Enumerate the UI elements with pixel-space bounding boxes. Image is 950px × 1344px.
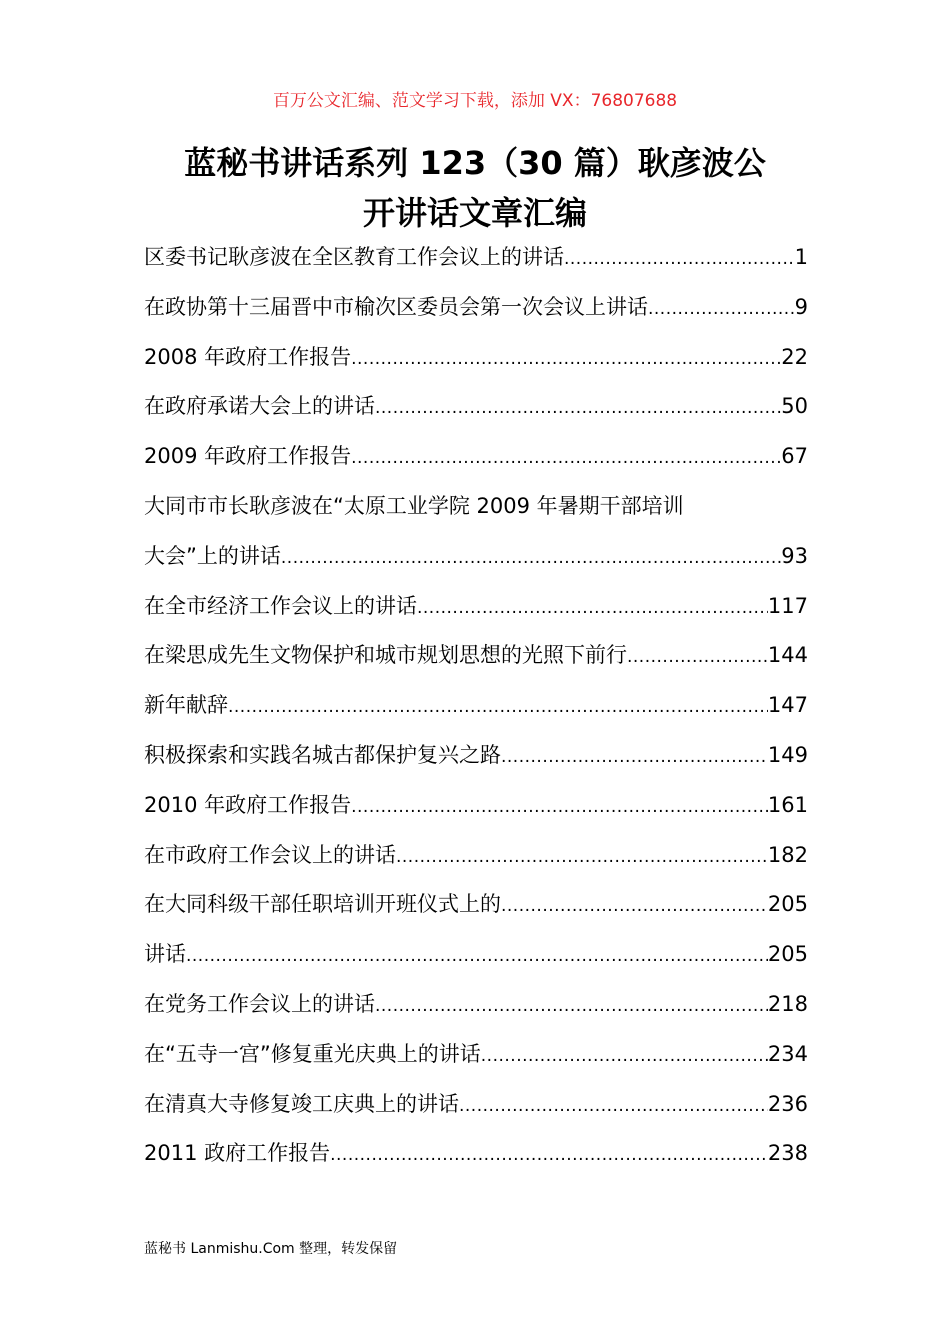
toc-entry-page: 161 — [767, 792, 808, 817]
footer-note: 蓝秘书 Lanmishu.Com 整理，转发保留 — [144, 1241, 398, 1257]
toc-dot-leader — [351, 335, 781, 383]
toc-entry[interactable] — [144, 432, 808, 482]
toc-dot-leader — [186, 932, 768, 980]
document-title — [0, 138, 950, 238]
toc-entry[interactable] — [144, 781, 808, 831]
toc-entry[interactable] — [144, 532, 808, 582]
toc-entry-title: 在全市经济工作会议上的讲话 — [144, 593, 417, 618]
toc-entry-title: 2009 年政府工作报告 — [144, 444, 352, 469]
toc-entry-title: 大会”上的讲话 — [144, 543, 281, 568]
toc-entry[interactable] — [144, 731, 808, 781]
toc-entry[interactable] — [144, 1129, 808, 1179]
toc-entry[interactable] — [144, 582, 808, 632]
toc-entry-title: 在政协第十三届晋中市榆次区委员会第一次会议上讲话 — [144, 294, 648, 319]
toc-entry-title: 在党务工作会议上的讲话 — [144, 991, 375, 1016]
toc-entry-title: 在梁思成先生文物保护和城市规划思想的光照下前行 — [144, 643, 627, 668]
toc-entry-page: 205 — [767, 892, 808, 917]
toc-entry-title: 区委书记耿彦波在全区教育工作会议上的讲话 — [144, 245, 564, 269]
toc-dot-leader — [501, 733, 768, 781]
header-note: 百万公文汇编、范文学习下载，添加 VX：76807688 — [272, 91, 678, 111]
toc-entry-page: 147 — [767, 693, 808, 718]
toc-entry[interactable] — [144, 831, 808, 881]
toc-dot-leader — [481, 1032, 768, 1080]
toc-entry[interactable] — [144, 283, 808, 333]
toc-entry-page: 205 — [767, 942, 808, 967]
toc-entry[interactable] — [144, 980, 808, 1030]
toc-entry-page: 144 — [767, 643, 808, 668]
toc-entry-title: 讲话 — [144, 942, 186, 967]
toc-dot-leader — [351, 783, 768, 831]
toc-entry-page: 234 — [767, 1041, 808, 1066]
toc-entry-page: 22 — [781, 344, 808, 369]
toc-entry-page: 182 — [767, 842, 808, 867]
toc-entry-title: 大同市市长耿彦波在“太原工业学院 2009 年暑期干部培训 — [144, 493, 684, 518]
toc-dot-leader — [564, 235, 795, 283]
toc-dot-leader — [281, 534, 781, 582]
toc-dot-leader — [375, 982, 768, 1030]
toc-entry-page: 9 — [794, 294, 808, 319]
toc-entry-title: 2010 年政府工作报告 — [144, 792, 352, 817]
toc-entry-title: 在清真大寺修复竣工庆典上的讲话 — [144, 1091, 459, 1116]
toc-entry-title: 2008 年政府工作报告 — [144, 344, 352, 369]
toc-entry[interactable] — [144, 681, 808, 731]
toc-entry-title: 在政府承诺大会上的讲话 — [144, 394, 375, 419]
toc-entry-page: 218 — [767, 991, 808, 1016]
toc-entry[interactable] — [144, 233, 808, 283]
title-line-2: 开讲话文章汇编 — [362, 194, 587, 232]
toc-entry-title: 新年献辞 — [144, 693, 228, 718]
toc-entry-title: 积极探索和实践名城古都保护复兴之路 — [144, 742, 501, 767]
toc-dot-leader — [330, 1131, 768, 1179]
toc-entry-page: 149 — [767, 742, 808, 767]
toc-entry-page: 93 — [781, 543, 808, 568]
toc-dot-leader — [417, 584, 768, 632]
toc-dot-leader — [501, 882, 768, 930]
title-line-1: 蓝秘书讲话系列 123（30 篇）耿彦波公 — [184, 144, 766, 182]
toc-entry[interactable] — [144, 482, 808, 532]
toc-entry-title: 2011 政府工作报告 — [144, 1141, 331, 1166]
toc-dot-leader — [459, 1082, 768, 1130]
toc-dot-leader — [627, 633, 768, 681]
toc-entry[interactable] — [144, 1030, 808, 1080]
toc-entry-page: 238 — [767, 1141, 808, 1166]
toc-dot-leader — [375, 384, 781, 432]
toc-entry-title: 在大同科级干部任职培训开班仪式上的 — [144, 892, 501, 917]
toc-entry[interactable] — [144, 1080, 808, 1130]
toc-entry[interactable] — [144, 880, 808, 930]
toc-dot-leader — [648, 285, 795, 333]
toc-entry[interactable] — [144, 382, 808, 432]
toc-entry-title: 在市政府工作会议上的讲话 — [144, 842, 396, 867]
toc-dot-leader — [396, 833, 768, 881]
toc-entry[interactable] — [144, 333, 808, 383]
toc-entry-page: 1 — [794, 245, 808, 269]
toc-entry[interactable] — [144, 930, 808, 980]
toc-dot-leader — [228, 683, 768, 731]
toc-entry-page: 67 — [781, 444, 808, 469]
toc-dot-leader — [351, 434, 781, 482]
toc-entry-page: 236 — [767, 1091, 808, 1116]
toc-entry-page: 50 — [781, 394, 808, 419]
toc-entry-title: 在“五寺一宫”修复重光庆典上的讲话 — [144, 1041, 481, 1066]
table-of-contents — [144, 233, 808, 1179]
toc-entry-page: 117 — [767, 593, 808, 618]
toc-entry[interactable] — [144, 631, 808, 681]
